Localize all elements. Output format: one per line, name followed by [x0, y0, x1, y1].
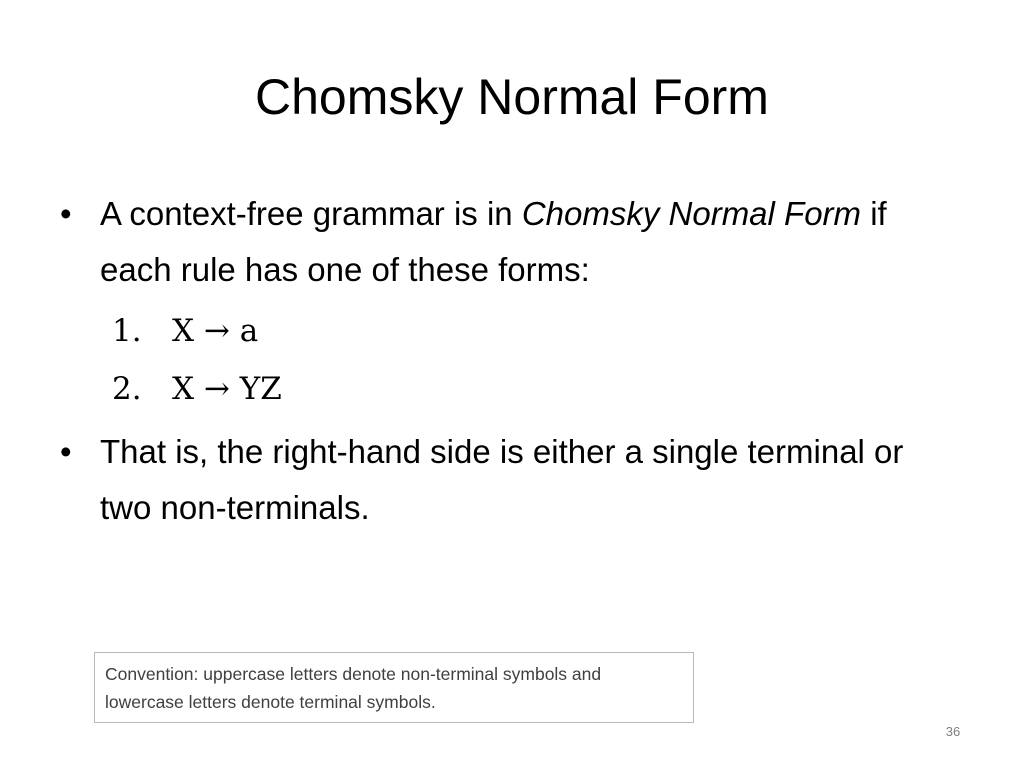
rule-number: 2. [112, 371, 142, 407]
bullet-text-end: if each rule has one of these forms: [100, 195, 887, 288]
rule-text: X → YZ [172, 371, 282, 407]
bullet-icon: • [60, 433, 72, 470]
slide-body [60, 186, 960, 536]
bullet-text-start: A context-free grammar is in [100, 195, 522, 232]
bullet-item-definition [60, 186, 960, 298]
bullet-item-explanation [60, 424, 960, 536]
rule-text: X → a [172, 313, 259, 349]
rule-item [60, 302, 960, 360]
rule-number: 1. [112, 313, 142, 349]
rule-item [60, 360, 960, 418]
bullet-emphasis: Chomsky Normal Form [521, 195, 862, 232]
bullet-icon: • [60, 195, 72, 232]
convention-note: Convention: uppercase letters denote non-terminal symbols and lowercase letters denote terminal symbols. [94, 652, 694, 723]
bullet-text: That is, the right-hand side is either a single terminal or two non-terminals. [100, 433, 904, 526]
page-number: 36 [945, 724, 961, 739]
slide-title: Chomsky Normal Form [255, 69, 769, 125]
rule-list [60, 302, 960, 418]
